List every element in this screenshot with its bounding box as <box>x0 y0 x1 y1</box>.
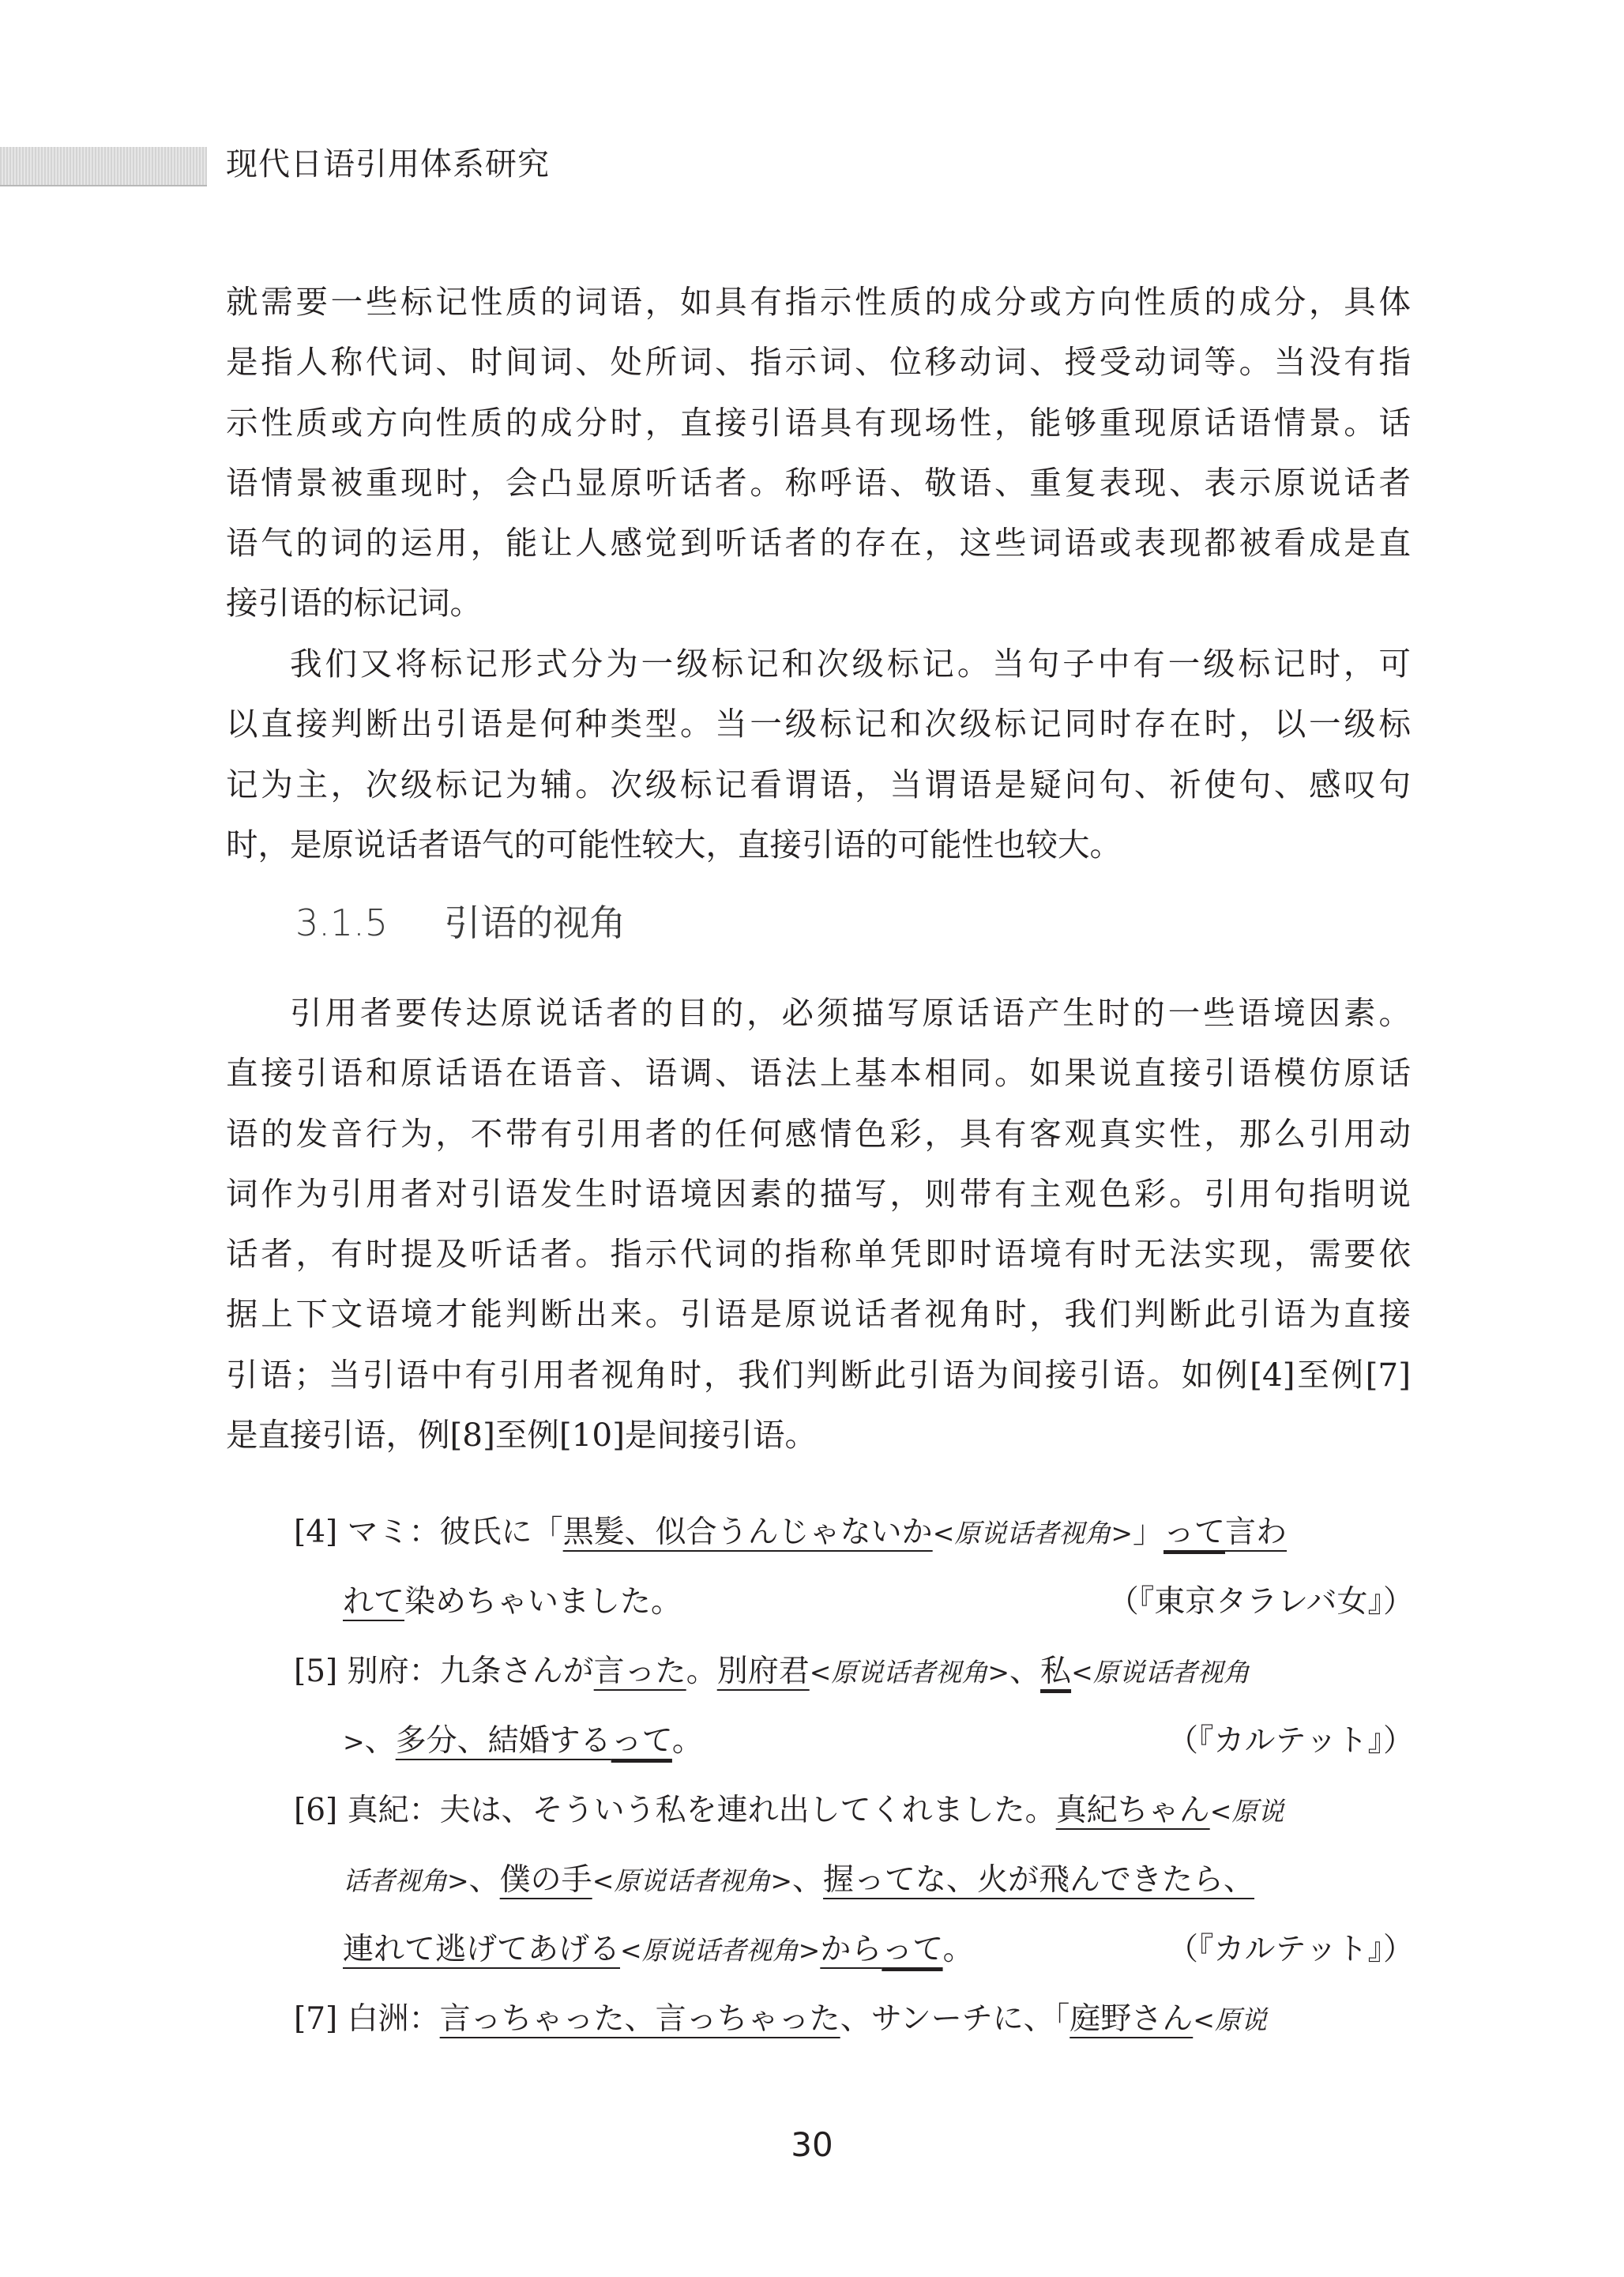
paragraph-3 <box>226 983 1411 1465</box>
underlined-verb: 言わ <box>1225 1515 1288 1550</box>
example-number: [5] <box>294 1654 338 1689</box>
example-6-line-3: 連れて逃げてあげる<原说话者视角>からって。 （『カルテット』） <box>294 1915 1414 1985</box>
text-line: 记为主，次级标记为辅。次级标记看谓语，当谓语是疑问句、祈使句、感叹句 <box>226 765 1411 804</box>
example-number: [6] <box>294 1793 338 1828</box>
perspective-annotation: <原说话者视角> <box>620 1935 821 1966</box>
quotative-particle: って <box>611 1723 672 1759</box>
text-line: 就需要一些标记性质的词语，如具有指示性质的成分或方向性质的成分，具体 <box>226 283 1411 321</box>
perspective-annotation: <原说话者视角 <box>1071 1657 1250 1688</box>
section-title: 引语的视角 <box>444 901 626 944</box>
text-line: 是直接引语，例[8]至例[10]是间接引语。 <box>226 1416 818 1455</box>
perspective-annotation: <原说话者视角> <box>932 1518 1133 1549</box>
section-heading <box>295 899 626 947</box>
example-4-line-1: [4] マミ：彼氏に「黒髪、似合うんじゃないか<原说话者视角>」って言わ <box>294 1515 1288 1550</box>
text-line: 语的发音行为，不带有引用者的任何感情色彩，具有客观真实性，那么引用动 <box>226 1114 1411 1153</box>
header-decoration-bar <box>0 147 212 185</box>
header-rule <box>0 185 207 186</box>
page-number: 30 <box>791 2125 833 2164</box>
text-line: 据上下文语境才能判断出来。引语是原说话者视角时，我们判断此引语为直接 <box>226 1295 1411 1334</box>
text-line: 我们又将标记形式分为一级标记和次级标记。当句子中有一级标记时，可 <box>290 645 1411 683</box>
paragraph-1 <box>226 272 1411 634</box>
perspective-annotation: <原说 <box>1209 1796 1284 1827</box>
example-6-line-2: 话者视角>、僕の手<原说话者视角>、握ってな、火が飛んできたら、 <box>343 1862 1255 1898</box>
text-line: 以直接判断出引语是何种类型。当一级标记和次级标记同时存在时，以一级标 <box>226 705 1411 743</box>
text-line: 语情景被重现时，会凸显原听话者。称呼语、敬语、重复表现、表示原说话者 <box>226 463 1411 502</box>
example-7-line-1: [7] 白洲：言っちゃった、言っちゃった、サンーチに、「庭野さん<原说 <box>294 2001 1267 2037</box>
perspective-annotation: <原说话者视角> <box>809 1657 1010 1688</box>
example-number: [4] <box>294 1515 338 1550</box>
example-number: [7] <box>294 2001 338 2037</box>
underlined-quote: 黒髪、似合うんじゃないか <box>562 1515 933 1550</box>
text-line: 词作为引用者对引语发生时语境因素的描写，则带有主观色彩。引用句指明说 <box>226 1174 1411 1213</box>
text-line: 引用者要传达原说话者的目的，必须描写原话语产生时的一些语境因素。 <box>290 994 1411 1032</box>
example-5-line-2: >、多分、結婚するって。 （『カルテット』） <box>294 1707 1414 1776</box>
perspective-annotation: <原说话者视角> <box>592 1865 792 1896</box>
example-source: （『カルテット』） <box>1167 1932 1414 1967</box>
text-line: 是指人称代词、时间词、处所词、指示词、位移动词、授受动词等。当没有指 <box>226 343 1411 382</box>
text-line: 引语；当引语中有引用者视角时，我们判断此引语为间接引语。如例[4]至例[7] <box>226 1355 1411 1394</box>
quotative-particle: って <box>882 1932 943 1967</box>
quotative-particle: って <box>1163 1515 1226 1550</box>
running-header-title: 现代日语引用体系研究 <box>226 146 550 183</box>
text-line: 时，是原说话者语气的可能性较大，直接引语的可能性也较大。 <box>226 825 1122 864</box>
example-4-line-2: れて染めちゃいました。 （『東京タラレバ女』） <box>294 1568 1414 1637</box>
text-line: 直接引语和原话语在语音、语调、语法上基本相同。如果说直接引语模仿原话 <box>226 1054 1411 1093</box>
example-source: （『東京タラレバ女』） <box>1107 1584 1414 1620</box>
example-5-line-1: [5] 别府：九条さんが言った。別府君<原说话者视角>、私<原说话者视角 <box>294 1654 1250 1689</box>
text-line: 话者，有时提及听话者。指示代词的指称单凭即时语境有时无法实现，需要依 <box>226 1235 1411 1274</box>
example-list <box>294 1498 1414 2054</box>
example-6-line-1: [6] 真紀：夫は、そういう私を連れ出してくれました。真紀ちゃん<原说 <box>294 1793 1284 1828</box>
text-line: 语气的词的运用，能让人感觉到听话者的存在，这些词语或表现都被看成是直 <box>226 524 1411 563</box>
example-source: （『カルテット』） <box>1167 1723 1414 1759</box>
paragraph-2 <box>226 634 1411 875</box>
text-line: 示性质或方向性质的成分时，直接引语具有现场性，能够重现原话语情景。话 <box>226 403 1411 442</box>
text-line: 接引语的标记词。 <box>226 584 482 623</box>
section-number: 3.1.5 <box>295 901 389 944</box>
perspective-annotation: <原说 <box>1193 2004 1267 2035</box>
